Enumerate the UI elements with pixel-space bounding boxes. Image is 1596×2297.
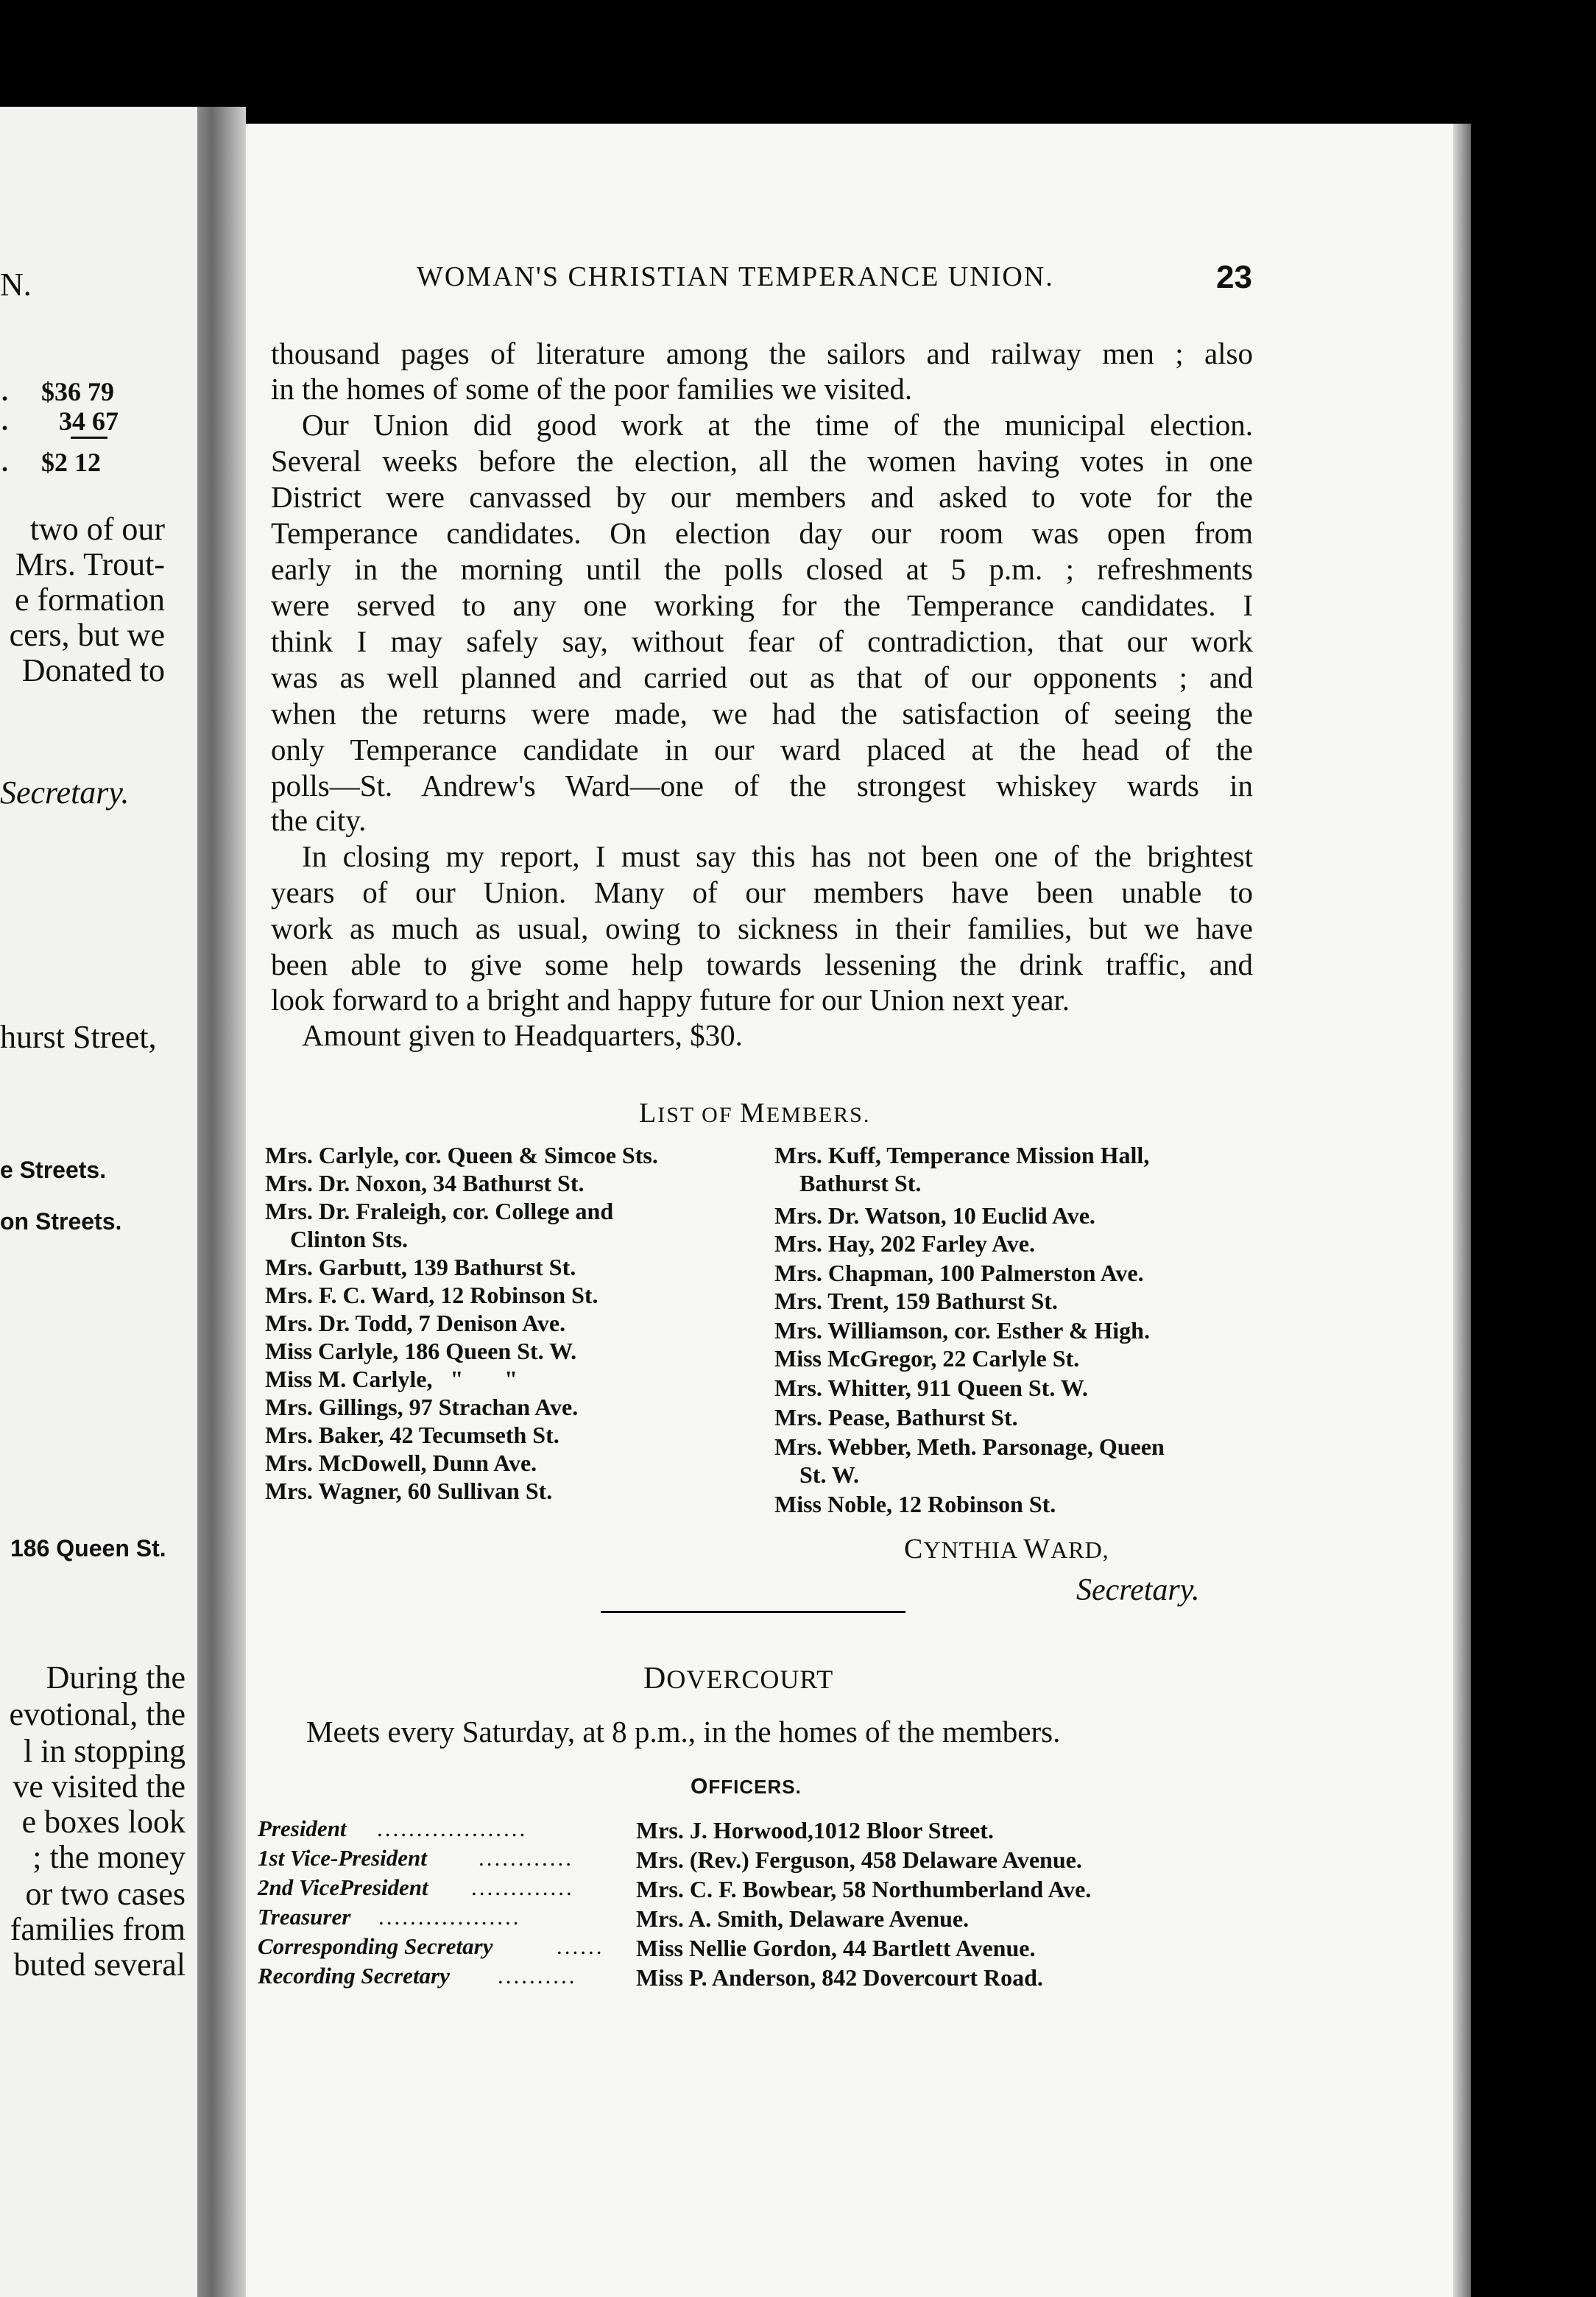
member-right: Mrs. Pease, Bathurst St. [774, 1404, 1018, 1430]
left-para2-line: l in stopping [23, 1733, 186, 1769]
left-street: hurst Street, [0, 1019, 157, 1055]
report-line: when the returns were made, we had the satisfaction of seeing the [271, 696, 1253, 730]
member-right: Bathurst St. [799, 1170, 922, 1196]
members-heading [639, 1097, 870, 1129]
left-para2-line: During the [46, 1659, 186, 1696]
members-heading-part: L [639, 1098, 658, 1129]
report-line: think I may safely say, without fear of contradiction, that our work [271, 624, 1253, 658]
left-para2-line: ve visited the [13, 1768, 186, 1804]
signature-name-part: C [904, 1534, 924, 1564]
member-right: Miss McGregor, 22 Carlyle St. [774, 1345, 1080, 1372]
dovercourt-title-part: D [643, 1662, 667, 1696]
member-left: Mrs. F. C. Ward, 12 Robinson St. [265, 1282, 598, 1308]
page-edge [1453, 124, 1471, 2297]
signature-title: Secretary. [1076, 1573, 1200, 1607]
member-left: Mrs. Wagner, 60 Sullivan St. [265, 1478, 553, 1504]
member-left: Mrs. Dr. Todd, 7 Denison Ave. [265, 1310, 566, 1336]
report-line: In closing my report, I must say this has not been one of the brightest [302, 839, 1253, 873]
signature-name-part: YNTHIA [923, 1536, 1024, 1563]
member-left: Miss M. Carlyle, " " [265, 1366, 518, 1392]
officer-name: Miss P. Anderson, 842 Dovercourt Road. [636, 1964, 1043, 1991]
running-title: WOMAN'S CHRISTIAN TEMPERANCE UNION. [417, 261, 1054, 292]
member-left: Clinton Sts. [290, 1226, 409, 1252]
member-left: Mrs. Dr. Fraleigh, cor. College and [265, 1198, 614, 1224]
officer-name: Mrs. J. Horwood,1012 Bloor Street. [636, 1817, 994, 1843]
members-heading-part: M [740, 1098, 766, 1129]
report-line: District were canvassed by our members and asked to vote for the [271, 480, 1253, 514]
signature-name-part: ARD, [1051, 1536, 1109, 1563]
member-left: Mrs. Garbutt, 139 Bathurst St. [265, 1254, 576, 1280]
left-para1-line: cers, but we [9, 617, 165, 653]
left-secretary: Secretary. [0, 775, 130, 811]
officer-role: Corresponding Secretary [258, 1933, 493, 1959]
book-gutter [197, 107, 246, 2297]
report-line: in the homes of some of the poor families we visited. [271, 372, 913, 406]
member-right: St. W. [799, 1461, 859, 1488]
signature-name-part: W [1023, 1534, 1051, 1564]
left-para2-line: families from [10, 1911, 186, 1947]
members-heading-part: EMBERS. [766, 1103, 871, 1127]
officer-role: President [258, 1816, 347, 1841]
left-amount-1: $36 79 [41, 377, 114, 406]
officer-role: 1st Vice-President [258, 1845, 427, 1871]
member-right: Mrs. Trent, 159 Bathurst St. [774, 1288, 1058, 1314]
signature-name [904, 1533, 1109, 1565]
left-streets-2: on Streets. [0, 1208, 122, 1235]
member-right: Mrs. Kuff, Temperance Mission Hall, [774, 1142, 1150, 1168]
report-line: polls—St. Andrew's Ward—one of the strongest whiskey wards in [271, 769, 1253, 802]
report-line: were served to any one working for the Temperance candidates. I [271, 588, 1253, 622]
member-right: Mrs. Williamson, cor. Esther & High. [774, 1317, 1150, 1344]
officer-name: Mrs. A. Smith, Delaware Avenue. [636, 1905, 970, 1932]
officer-role: Treasurer [258, 1904, 351, 1930]
left-para1-line: e formation [14, 582, 165, 618]
report-line: the city. [271, 803, 367, 837]
page-number: 23 [1216, 259, 1252, 295]
members-heading-part: IST OF [657, 1103, 741, 1127]
officer-role: Recording Secretary [258, 1963, 450, 1989]
officers-heading [691, 1774, 802, 1799]
member-right: Mrs. Whitter, 911 Queen St. W. [774, 1375, 1088, 1401]
officer-dots: .......... [498, 1963, 577, 1989]
member-left: Mrs. McDowell, Dunn Ave. [265, 1450, 537, 1476]
left-amount-2: 34 67 [59, 406, 119, 436]
left-amount-dot-2: . [1, 406, 8, 436]
officer-dots: ...... [557, 1933, 604, 1959]
member-right: Miss Noble, 12 Robinson St. [774, 1491, 1056, 1517]
member-right: Mrs. Dr. Watson, 10 Euclid Ave. [774, 1202, 1095, 1229]
member-left: Mrs. Gillings, 97 Strachan Ave. [265, 1394, 579, 1420]
left-para1-line: Donated to [21, 652, 165, 688]
left-para2-line: or two cases [25, 1876, 186, 1912]
left-amount-dot-1: . [1, 377, 8, 406]
officer-dots: ................... [377, 1816, 528, 1841]
report-line: only Temperance candidate in our ward placed at the head of the [271, 733, 1253, 766]
officer-dots: ............. [471, 1874, 574, 1900]
officer-role: 2nd VicePresident [258, 1874, 428, 1900]
officer-dots: .................. [378, 1904, 521, 1930]
report-line: work as much as usual, owing to sickness in their families, but we have [271, 911, 1253, 945]
report-line: Several weeks before the election, all the women having votes in one [271, 444, 1253, 478]
member-left: Mrs. Baker, 42 Tecumseth St. [265, 1422, 559, 1448]
report-line: look forward to a bright and happy future for our Union next year. [271, 983, 1070, 1017]
member-left: Miss Carlyle, 186 Queen St. W. [265, 1338, 577, 1364]
left-queen-st: 186 Queen St. [10, 1535, 166, 1562]
member-left: Mrs. Carlyle, cor. Queen & Simcoe Sts. [265, 1142, 658, 1168]
report-line: Amount given to Headquarters, $30. [302, 1018, 743, 1052]
left-streets-1: e Streets. [0, 1157, 107, 1183]
officers-heading-part: O [691, 1774, 709, 1799]
dovercourt-meets: Meets every Saturday, at 8 p.m., in the homes of the members. [306, 1715, 1061, 1749]
left-para2-line: buted several [13, 1947, 186, 1983]
report-line: was as well planned and carried out as that of our opponents ; and [271, 660, 1253, 694]
officer-name: Mrs. (Rev.) Ferguson, 458 Delaware Avenue. [636, 1846, 1082, 1873]
officers-heading-part: FFICERS. [708, 1776, 802, 1798]
member-right: Mrs. Chapman, 100 Palmerston Ave. [774, 1260, 1144, 1286]
left-amount-dot-3: . [1, 448, 8, 477]
member-left: Mrs. Dr. Noxon, 34 Bathurst St. [265, 1170, 585, 1196]
left-header-fragment: N. [0, 267, 32, 303]
officer-name: Mrs. C. F. Bowbear, 58 Northumberland Ave. [636, 1876, 1092, 1902]
officer-name: Miss Nellie Gordon, 44 Bartlett Avenue. [636, 1935, 1036, 1961]
left-para1-line: Mrs. Trout- [15, 546, 165, 582]
report-line: Temperance candidates. On election day our room was open from [271, 516, 1253, 550]
left-para1-line: two of our [29, 511, 165, 547]
left-facing-page [0, 107, 197, 2297]
officer-dots: ............ [479, 1845, 573, 1871]
dovercourt-title [643, 1661, 833, 1696]
dovercourt-title-part: OVERCOURT [666, 1665, 834, 1694]
report-line: been able to give some help towards lessening the drink traffic, and [271, 948, 1253, 981]
report-line: thousand pages of literature among the sailors and railway men ; also [271, 336, 1253, 370]
left-para2-line: ; the money [32, 1839, 186, 1875]
report-line: years of our Union. Many of our members have been unable to [271, 875, 1253, 909]
left-amount-rule [71, 437, 107, 439]
member-right: Mrs. Webber, Meth. Parsonage, Queen [774, 1433, 1165, 1460]
report-line: early in the morning until the polls closed at 5 p.m. ; refreshments [271, 552, 1253, 586]
left-para2-line: evotional, the [9, 1696, 186, 1732]
report-line: Our Union did good work at the time of the municipal election. [302, 408, 1253, 442]
section-divider [601, 1611, 905, 1613]
left-para2-line: e boxes look [21, 1804, 186, 1840]
left-amount-3: $2 12 [41, 448, 101, 477]
member-right: Mrs. Hay, 202 Farley Ave. [774, 1230, 1035, 1257]
